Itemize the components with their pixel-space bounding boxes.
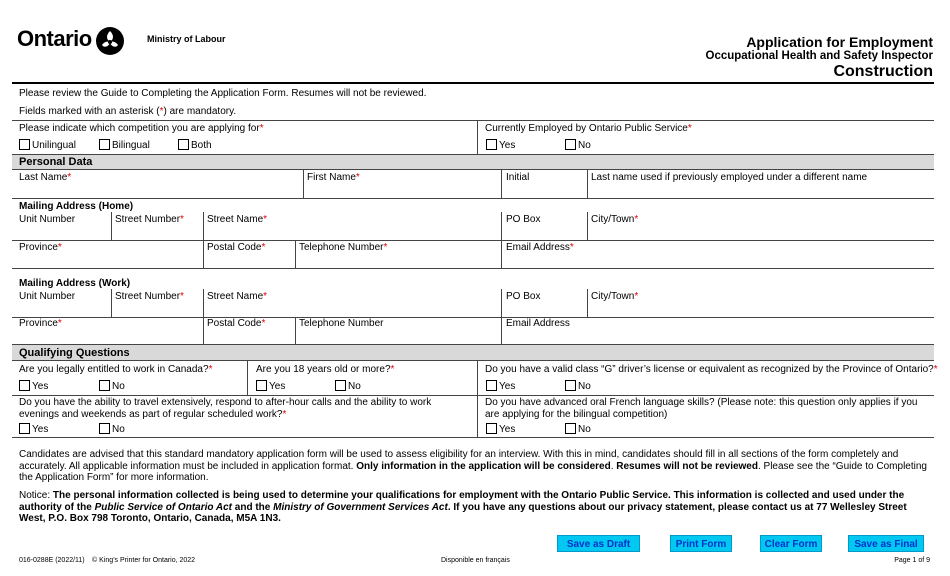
employed-label: Currently Employed by Ontario Public Service* [485, 123, 692, 134]
ministry-name: Ministry of Labour [147, 34, 226, 44]
option-bilingual[interactable]: Bilingual [99, 139, 150, 151]
q-18-years: Are you 18 years old or more?* [256, 364, 395, 375]
french-available[interactable]: Disponible en français [441, 557, 510, 564]
q4-yes[interactable]: Yes [19, 423, 48, 435]
checkbox-q1-no[interactable] [99, 380, 110, 391]
home-city-label[interactable]: City/Town* [591, 214, 639, 225]
home-email-label[interactable]: Email Address* [506, 242, 574, 253]
home-street-name-label[interactable]: Street Name* [207, 214, 268, 225]
qualifying-title: Qualifying Questions [19, 347, 130, 359]
form-code: 016-0288E (2022/11) [19, 557, 85, 564]
initial-label[interactable]: Initial [506, 172, 530, 183]
privacy-notice: Notice: The personal information collected is being used to determine your qualifications for employment with the Ontario Public Service. This information is collected and used under the authority of the Public Service of Ontario Act and the Ministry of Government Services Act. If you have any questions about our privacy statement, please contact us at 77 Wellesley Street West, P.O. Box 798 Toronto, Ontario, Canada, M5A 1N3. [19, 490, 907, 524]
work-street-number-label[interactable]: Street Number* [115, 291, 184, 302]
print-form-button[interactable]: Print Form [670, 535, 732, 552]
checkbox-both[interactable] [178, 139, 189, 150]
option-both[interactable]: Both [178, 139, 212, 151]
intro-review: Please review the Guide to Completing the Application Form. Resumes will not be reviewed. [19, 88, 427, 99]
page-number: Page 1 of 9 [894, 557, 930, 564]
intro-mandatory: Fields marked with an asterisk (*) are mandatory. [19, 106, 237, 117]
q-french: Do you have advanced oral French language skills? (Please note: this question only applies if you are applying for the bilingual competition) [485, 397, 918, 420]
competition-label: Please indicate which competition you are applying for* [19, 123, 264, 134]
checkbox-q5-yes[interactable] [486, 423, 497, 434]
checkbox-q5-no[interactable] [565, 423, 576, 434]
q1-no[interactable]: No [99, 380, 125, 392]
q3-yes[interactable]: Yes [486, 380, 515, 392]
q1-yes[interactable]: Yes [19, 380, 48, 392]
home-po-box-label[interactable]: PO Box [506, 214, 541, 225]
checkbox-unilingual[interactable] [19, 139, 30, 150]
work-province-label[interactable]: Province* [19, 318, 62, 329]
employed-no[interactable]: No [565, 139, 591, 151]
q-legally-entitled: Are you legally entitled to work in Canada?* [19, 364, 213, 375]
work-city-label[interactable]: City/Town* [591, 291, 639, 302]
work-postal-label[interactable]: Postal Code* [207, 318, 266, 329]
q-travel: Do you have the ability to travel extensively, respond to after-hour calls and the ability to work evenings and weekends as part of regular scheduled work?* [19, 397, 432, 420]
home-unit-label[interactable]: Unit Number [19, 214, 76, 225]
q4-no[interactable]: No [99, 423, 125, 435]
q-drivers-license: Do you have a valid class “G” driver’s license or equivalent as recognized by the Province of Ontario?* [485, 364, 938, 375]
checkbox-q3-no[interactable] [565, 380, 576, 391]
home-postal-label[interactable]: Postal Code* [207, 242, 266, 253]
personal-data-header [12, 154, 934, 170]
checkbox-q4-no[interactable] [99, 423, 110, 434]
home-telephone-label[interactable]: Telephone Number* [299, 242, 388, 253]
form-subtitle-construction: Construction [833, 63, 933, 80]
work-address-header: Mailing Address (Work) [19, 278, 131, 289]
checkbox-q2-yes[interactable] [256, 380, 267, 391]
q2-yes[interactable]: Yes [256, 380, 285, 392]
q5-no[interactable]: No [565, 423, 591, 435]
employed-yes[interactable]: Yes [486, 139, 515, 151]
home-street-number-label[interactable]: Street Number* [115, 214, 184, 225]
home-province-label[interactable]: Province* [19, 242, 62, 253]
form-subtitle: Occupational Health and Safety Inspector [705, 50, 933, 62]
save-as-draft-button[interactable]: Save as Draft [557, 535, 640, 552]
last-name-label[interactable]: Last Name* [19, 172, 72, 183]
work-unit-label[interactable]: Unit Number [19, 291, 76, 302]
work-po-box-label[interactable]: PO Box [506, 291, 541, 302]
q2-no[interactable]: No [335, 380, 361, 392]
work-street-name-label[interactable]: Street Name* [207, 291, 268, 302]
first-name-label[interactable]: First Name* [307, 172, 360, 183]
qualifying-header [12, 344, 934, 361]
candidates-notice: Candidates are advised that this standard mandatory application form will be used to assess eligibility for an interview. With this in mind, candidates should fill in all sections of the form completely and accurately. All applicable information must be included in application format. Only information in the application will be considered. Resumes will not be reviewed. Please see the “Guide to Completing the Application Form” for more information. [19, 449, 927, 483]
work-email-label[interactable]: Email Address [506, 318, 570, 329]
checkbox-bilingual[interactable] [99, 139, 110, 150]
personal-data-title: Personal Data [19, 156, 93, 168]
checkbox-q2-no[interactable] [335, 380, 346, 391]
clear-form-button[interactable]: Clear Form [760, 535, 822, 552]
form-title: Application for Employment [746, 34, 933, 50]
q3-no[interactable]: No [565, 380, 591, 392]
trillium-icon [95, 26, 125, 56]
checkbox-q4-yes[interactable] [19, 423, 30, 434]
checkbox-q3-yes[interactable] [486, 380, 497, 391]
checkbox-employed-no[interactable] [565, 139, 576, 150]
work-telephone-label[interactable]: Telephone Number [299, 318, 384, 329]
checkbox-employed-yes[interactable] [486, 139, 497, 150]
logo-text: Ontario [17, 26, 92, 51]
option-unilingual[interactable]: Unilingual [19, 139, 76, 151]
q5-yes[interactable]: Yes [486, 423, 515, 435]
save-as-final-button[interactable]: Save as Final [848, 535, 924, 552]
ontario-logo [17, 26, 92, 52]
home-address-header: Mailing Address (Home) [19, 201, 134, 212]
prev-last-name-label[interactable]: Last name used if previously employed under a different name [591, 172, 868, 183]
checkbox-q1-yes[interactable] [19, 380, 30, 391]
copyright: © King’s Printer for Ontario, 2022 [92, 557, 196, 564]
